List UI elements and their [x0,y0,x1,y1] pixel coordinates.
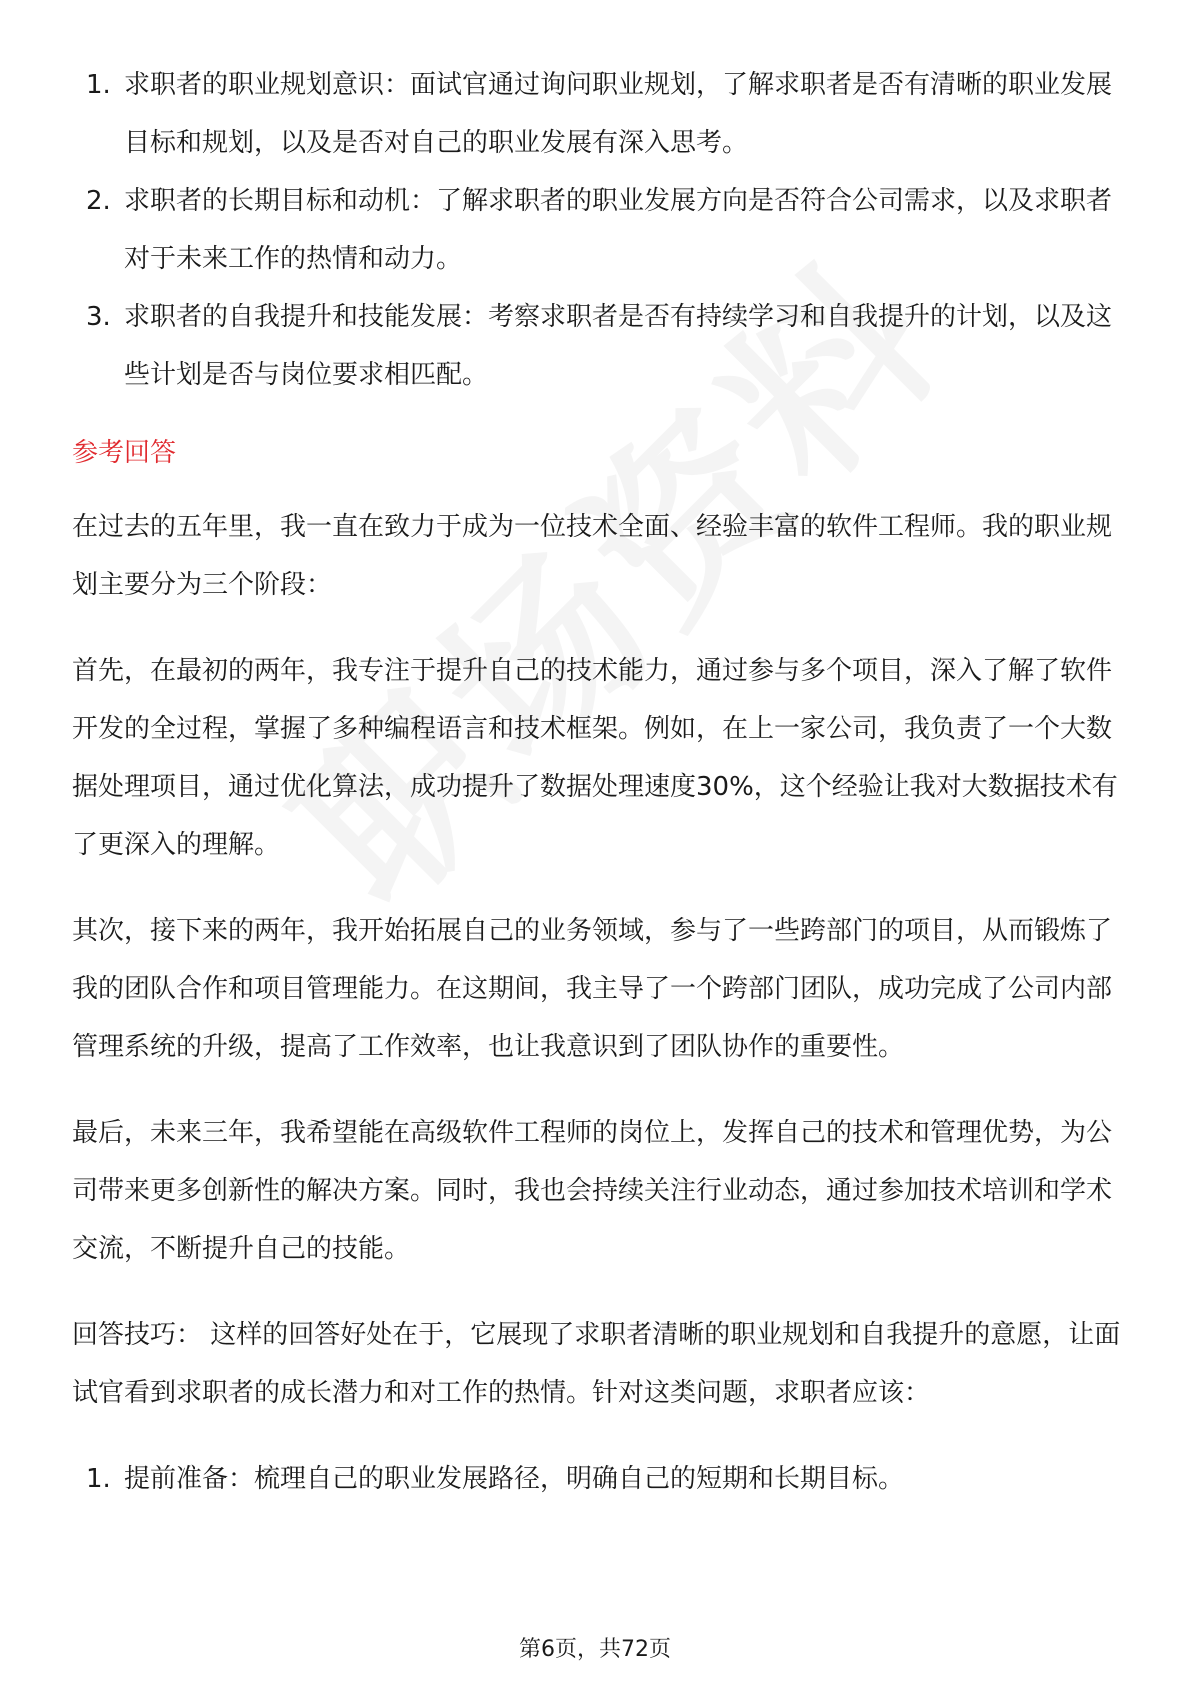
answer-intro-paragraph: 在过去的五年里，我一直在致力于成为一位技术全面、经验丰富的软件工程师。我的职业规划主要分为三个阶段： [72,512,1113,600]
list-item [72,172,1122,288]
list-item [72,56,1122,172]
answer-tips-paragraph: 回答技巧： 这样的回答好处在于，它展现了求职者清晰的职业规划和自我提升的意愿，让面试官看到求职者的成长潜力和对工作的热情。针对这类问题，求职者应该： [72,1320,1121,1408]
list-item-text: 求职者的自我提升和技能发展：考察求职者是否有持续学习和自我提升的计划，以及这些计划是否与岗位要求相匹配。 [124,302,1113,390]
answer-stage-three-paragraph: 最后，未来三年，我希望能在高级软件工程师的岗位上，发挥自己的技术和管理优势，为公司带来更多创新性的解决方案。同时，我也会持续关注行业动态，通过参加技术培训和学术交流，不断提升自己的技能。 [72,1118,1113,1264]
list-item-text: 提前准备：梳理自己的职业发展路径，明确自己的短期和长期目标。 [124,1464,905,1494]
answer-stage-two-paragraph: 其次，接下来的两年，我开始拓展自己的业务领域，参与了一些跨部门的项目，从而锻炼了我的团队合作和项目管理能力。在这期间，我主导了一个跨部门团队，成功完成了公司内部管理系统的升级，提高了工作效率，也让我意识到了团队协作的重要性。 [72,916,1113,1062]
tips-list [72,1450,1122,1508]
section-title: 参考回答 [72,438,177,468]
list-item-number: 3. [86,302,111,332]
evaluation-points-list [72,56,1122,404]
page-footer: 第6页，共72页 [519,1637,671,1662]
list-item [72,288,1122,404]
list-item-text: 求职者的职业规划意识：面试官通过询问职业规划，了解求职者是否有清晰的职业发展目标和规划，以及是否对自己的职业发展有深入思考。 [124,70,1113,158]
list-item-number: 2. [86,186,111,216]
list-item-number: 1. [86,70,111,100]
list-item [72,1450,1122,1508]
list-item-text: 求职者的长期目标和动机：了解求职者的职业发展方向是否符合公司需求，以及求职者对于未来工作的热情和动力。 [124,186,1113,274]
answer-stage-one-paragraph: 首先，在最初的两年，我专注于提升自己的技术能力，通过参与多个项目，深入了解了软件开发的全过程，掌握了多种编程语言和技术框架。例如，在上一家公司，我负责了一个大数据处理项目，通过优化算法，成功提升了数据处理速度30%，这个经验让我对大数据技术有了更深入的理解。 [72,656,1118,860]
list-item-number: 1. [86,1464,111,1494]
document-body [72,56,1122,1508]
